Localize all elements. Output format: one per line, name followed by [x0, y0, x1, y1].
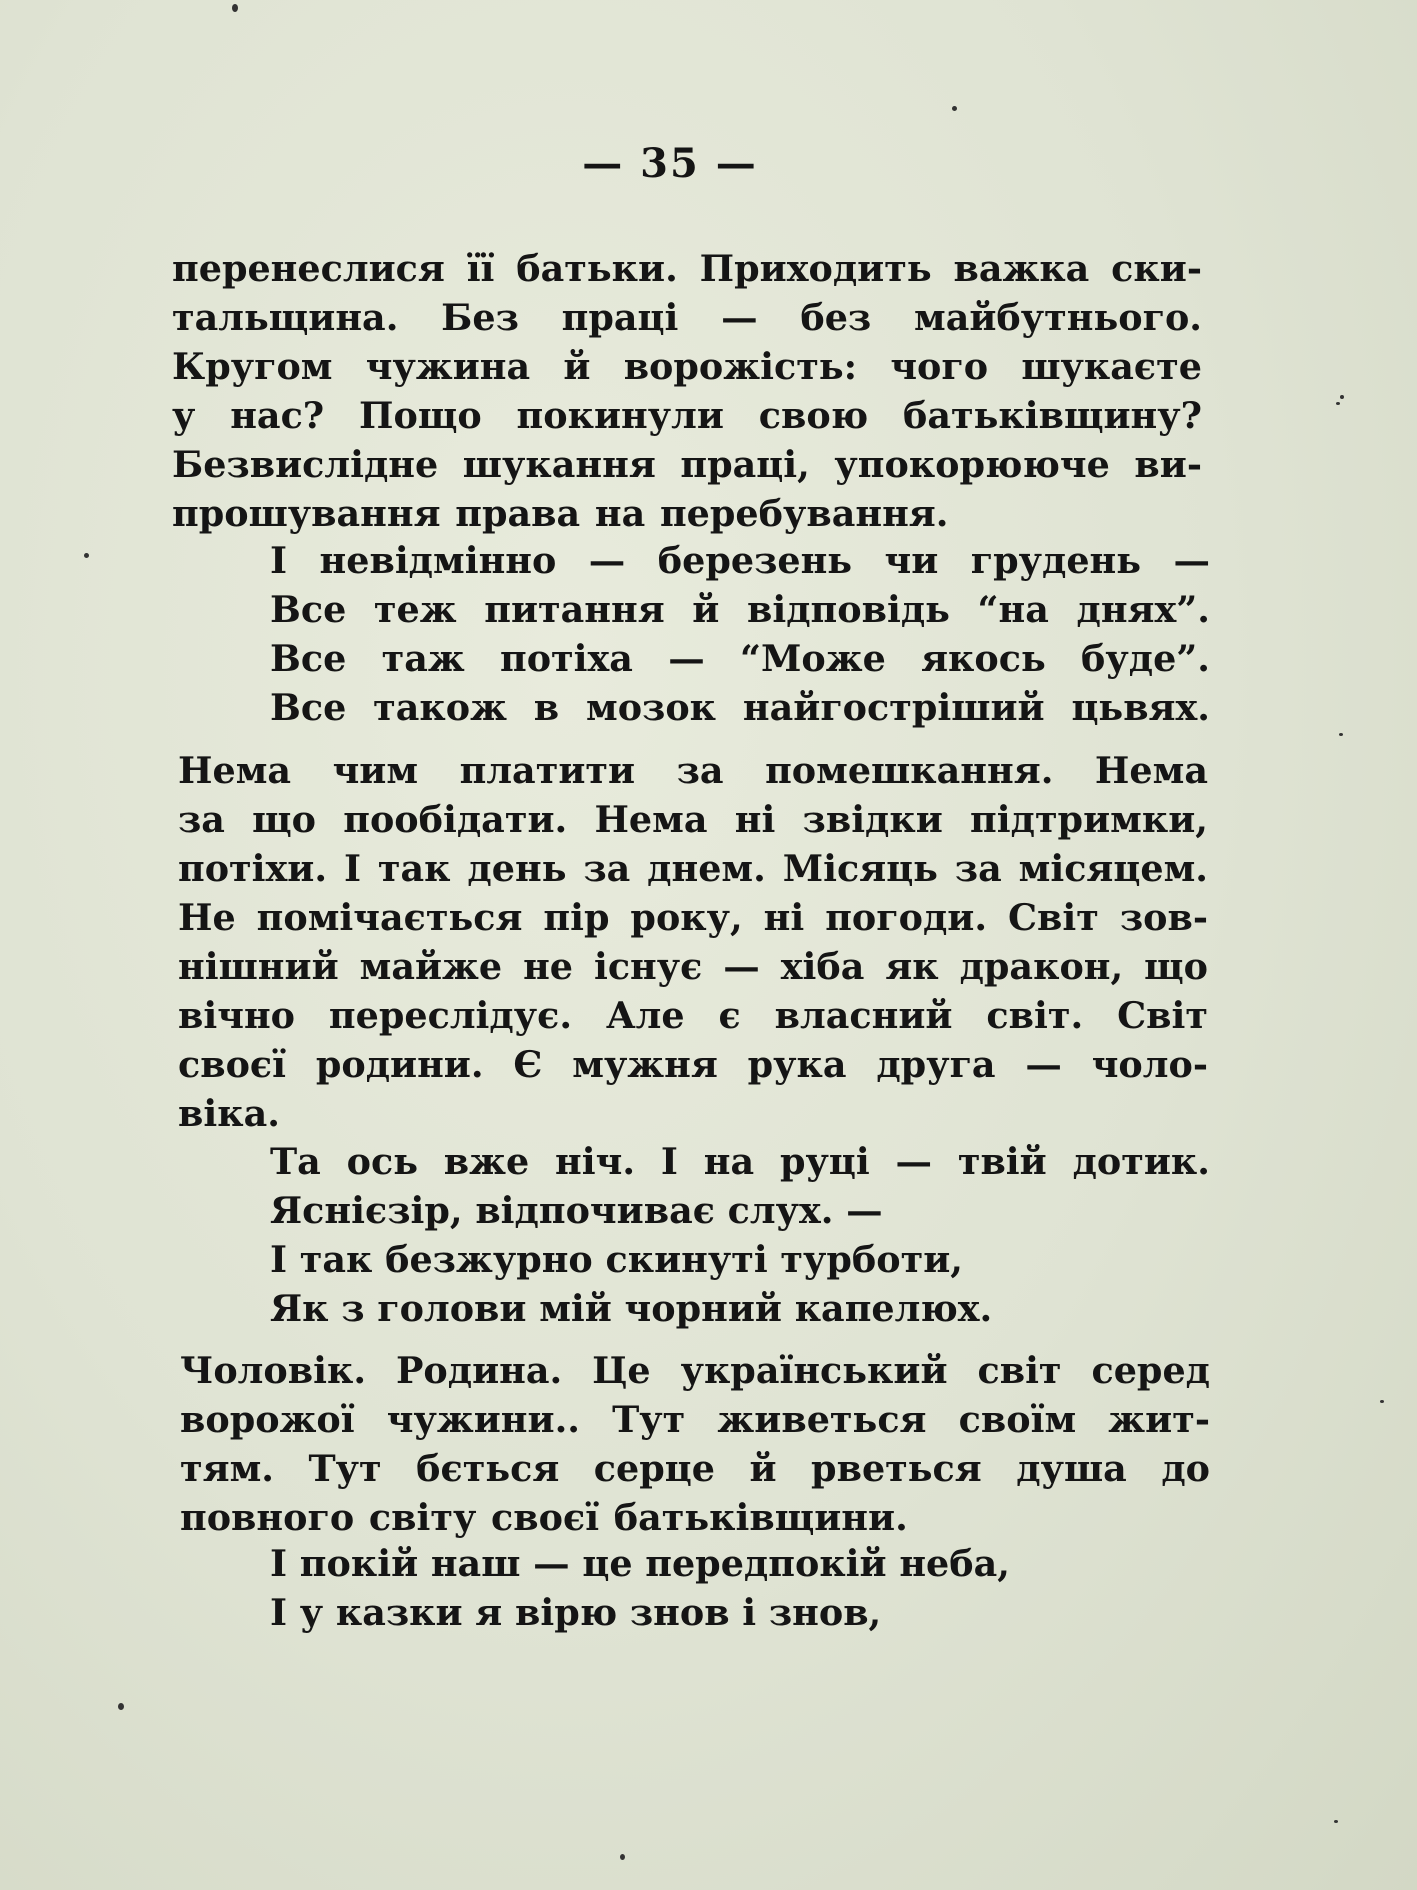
paper-speck: [1380, 1400, 1384, 1403]
verse-line: І у казки я вірю знов і знов,: [270, 1591, 882, 1634]
text-line: тальщина. Без праці — без майбутнього.: [172, 296, 1202, 339]
paper-speck: [1334, 1820, 1338, 1823]
verse-line: Як з голови мій чорний капелюх.: [270, 1287, 993, 1330]
verse-line: Все таж потіха — “Може якось буде”.: [270, 637, 1210, 680]
text-line: Кругом чужина й ворожість: чого шукаєте: [172, 345, 1202, 388]
text-line: нішний майже не існує — хіба як дракон, що: [178, 945, 1208, 988]
verse-line: Все також в мозок найгостріший цьвях.: [270, 686, 1210, 729]
verse-2: [270, 1137, 1210, 1333]
text-line: Не помічається пір року, ні погоди. Світ зов-: [178, 896, 1208, 939]
paper-speck: [118, 1703, 124, 1710]
paper-speck: [232, 4, 238, 12]
text-line: Чоловік. Родина. Це український світ серед: [180, 1349, 1210, 1392]
verse-3: [270, 1539, 1210, 1637]
paper-speck: [1340, 395, 1344, 399]
paper-speck: [84, 553, 89, 558]
text-line: повного світу своєї батьківщини.: [180, 1496, 908, 1539]
text-line: потіхи. І так день за днем. Місяць за місяцем.: [178, 847, 1208, 890]
paragraph-1: [172, 244, 1202, 538]
text-line: віка.: [178, 1092, 280, 1135]
text-line: прошування права на перебування.: [172, 492, 949, 535]
verse-1: [270, 536, 1210, 732]
paper-speck: [1339, 733, 1343, 736]
verse-line: Яснієзір, відпочиває слух. —: [270, 1189, 883, 1232]
paper-speck: [1336, 402, 1340, 405]
verse-line: Все теж питання й відповідь “на днях”.: [270, 588, 1210, 631]
text-line: за що пообідати. Нема ні звідки підтримки,: [178, 798, 1208, 841]
paragraph-3: [180, 1346, 1210, 1542]
text-line: Нема чим платити за помешкання. Нема: [178, 749, 1208, 792]
verse-line: І невідмінно — березень чи грудень —: [270, 539, 1210, 582]
paper-speck: [952, 106, 957, 111]
text-line: тям. Тут бється серце й рветься душа до: [180, 1447, 1210, 1490]
page-number: — 35 —: [582, 140, 758, 187]
text-line: Безвислідне шукання праці, упокорююче ви-: [172, 443, 1202, 486]
text-line: вічно переслідує. Але є власний світ. Світ: [178, 994, 1208, 1037]
text-line: перенеслися її батьки. Приходить важка ски-: [172, 247, 1202, 290]
text-line: у нас? Пощо покинули свою батьківщину?: [172, 394, 1202, 437]
text-line: ворожої чужини.. Тут живеться своїм жит-: [180, 1398, 1210, 1441]
paragraph-2: [178, 746, 1208, 1138]
verse-line: І так безжурно скинуті турботи,: [270, 1238, 964, 1281]
paper-speck: [620, 1854, 625, 1860]
text-line: своєї родини. Є мужня рука друга — чоло-: [178, 1043, 1208, 1086]
verse-line: Та ось вже ніч. І на руці — твій дотик.: [270, 1140, 1210, 1183]
verse-line: І покій наш — це передпокій неба,: [270, 1542, 1010, 1585]
